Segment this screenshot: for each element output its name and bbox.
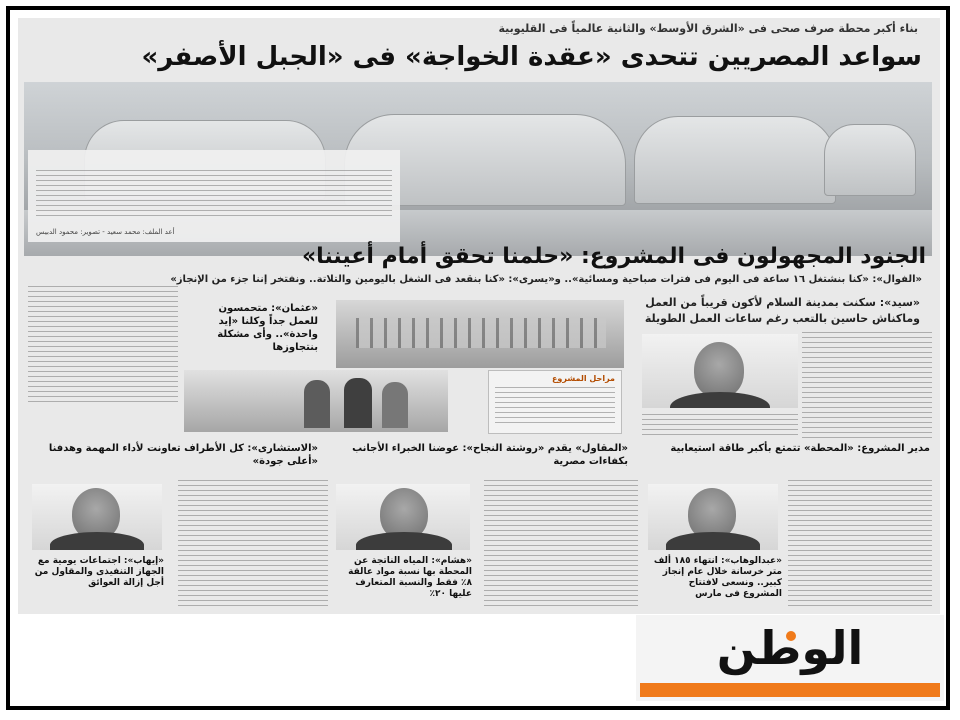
section-heading-director: مدير المشروع: «المحطة» تتمتع بأكبر طاقة استيعابية	[670, 443, 930, 454]
project-phases-title: مراحل المشروع	[551, 374, 615, 383]
worker-figure	[344, 378, 372, 428]
tank-shape	[824, 124, 916, 196]
intro-text-block	[28, 150, 400, 242]
subheadline-3: وماكناش حاسين بالتعب رغم ساعات العمل الطويلة	[644, 312, 920, 325]
subheadline-2: «سيد»: سكنت بمدينة السلام لأكون قريباً من العمل	[645, 296, 920, 309]
pull-quote-abdelwahab: «عبدالوهاب»: انتهاء ١٨٥ ألف متر خرسانة خلال عام إنجاز كبير.. ونسعى لافتتاح المشروع فى مارس	[653, 556, 782, 599]
body-text-column	[642, 414, 798, 438]
workers-photo	[184, 370, 448, 432]
pull-quote-hesham: «هشام»: المياه الناتجة عن المحطة بها نسبة مواد عالقة ٨٪ فقط والنسبة المتعارف عليها ٢٠٪	[348, 556, 472, 599]
newspaper-logo	[636, 615, 944, 701]
body-text-column	[484, 480, 638, 608]
tank-shape	[634, 116, 836, 204]
shoulders-shape	[666, 532, 760, 550]
section-heading-contractor: «المقاول» يقدم «روشتة النجاح»: عوضنا الخبراء الأجانب بكفاءات مصرية	[352, 443, 628, 467]
subheadline-1: «الفوال»: «كنا بنشتغل ١٦ ساعة فى اليوم فى فترات صباحية ومسائية».. و«يسرى»: «كنا بنقعد فى الشغل باليومين والتلاتة.. ونفتخر إننا جزء من الإنجاز»	[170, 274, 922, 285]
intro-text-lines	[36, 170, 392, 220]
worker-figure	[382, 382, 408, 428]
portrait-abdelwahab	[648, 484, 778, 550]
main-headline: سواعد المصريين تتحدى «عقدة الخواجة» فى «الجبل الأصفر»	[141, 42, 922, 72]
newspaper-page	[18, 18, 940, 614]
project-phases-lines	[495, 387, 615, 427]
body-text-column	[802, 332, 932, 438]
pull-quote-othman: «عثمان»: متحمسون للعمل جداً وكلنا «إيد واحدة».. وأى مشكلة بنتجاوزها	[217, 303, 318, 353]
construction-photo	[336, 300, 624, 368]
portrait-sayed	[642, 334, 798, 408]
body-text-column	[788, 480, 932, 608]
byline: أعد الملف: محمد سعيد - تصوير: محمود الدبيس	[36, 228, 175, 236]
construction-structure	[356, 318, 606, 348]
logo-text: الوطن	[716, 621, 864, 675]
pull-quote-ehab: «إيهاب»: اجتماعات يومية مع الجهاز التنفيذى والمقاول من أجل إزالة العوائق	[34, 556, 164, 588]
shoulders-shape	[50, 532, 144, 550]
project-phases-box	[488, 370, 622, 434]
portrait-ehab	[32, 484, 162, 550]
shoulders-shape	[670, 392, 770, 408]
body-text-column	[178, 480, 328, 608]
worker-figure	[304, 380, 330, 428]
body-text-column	[28, 286, 178, 406]
portrait-hesham	[336, 484, 470, 550]
shoulders-shape	[356, 532, 452, 550]
section-heading-consultant: «الاستشارى»: كل الأطراف تعاونت لأداء المهمة وهدفنا «أعلى جودة»	[48, 443, 318, 467]
logo-bar	[640, 683, 940, 697]
kicker: بناء أكبر محطة صرف صحى فى «الشرق الأوسط» والثانية عالمياً فى القليوبية	[498, 22, 918, 35]
second-headline: الجنود المجهولون فى المشروع: «حلمنا تحقق أمام أعيننا»	[301, 244, 926, 269]
face-shape	[694, 342, 744, 398]
